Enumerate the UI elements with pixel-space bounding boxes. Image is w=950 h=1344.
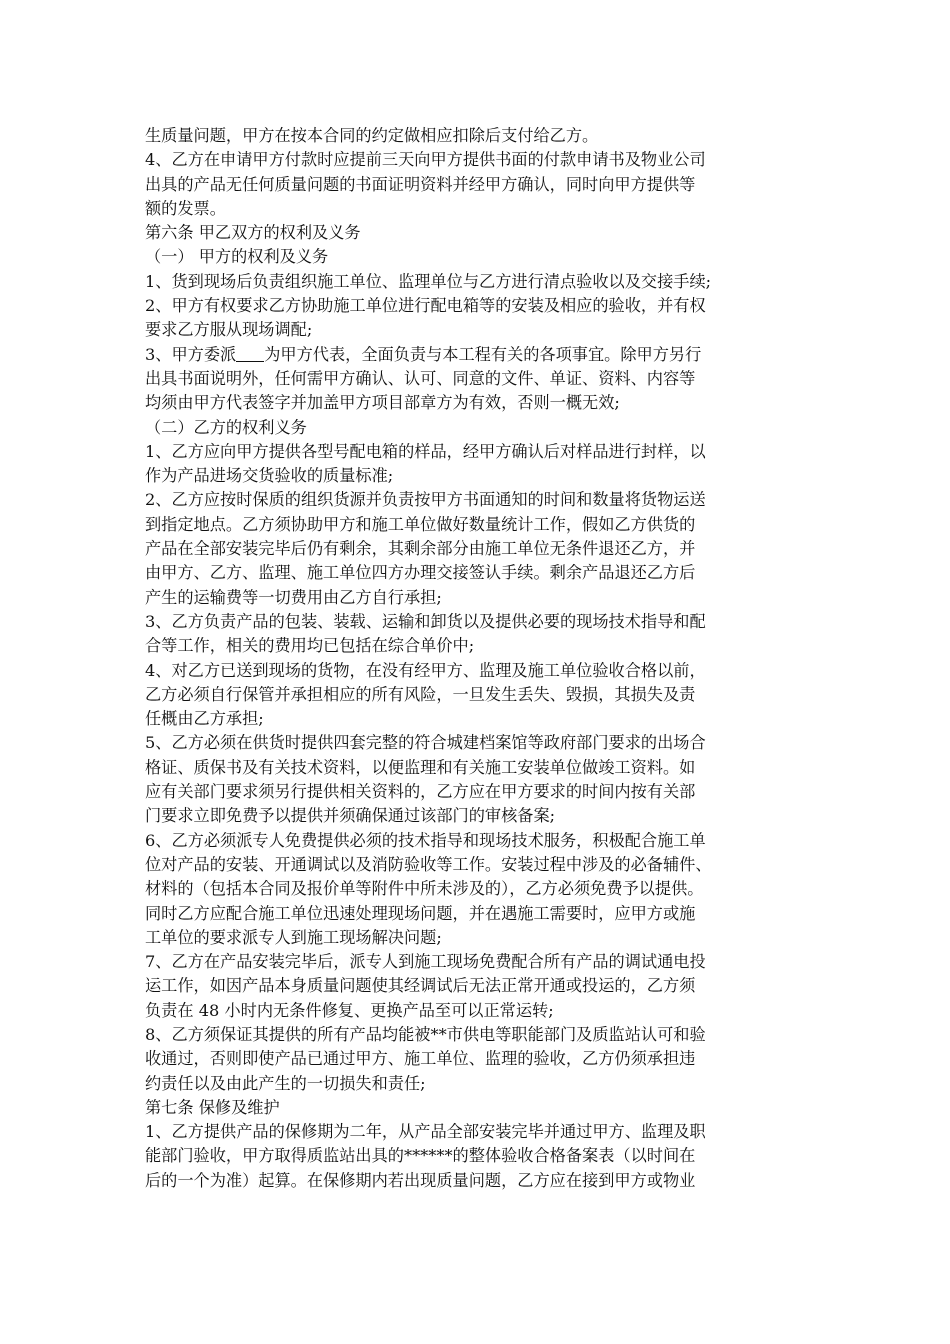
text-line bbox=[145, 343, 815, 367]
text-line: 乙方必须自行保管并承担相应的所有风险，一旦发生丢失、毁损，其损失及责 bbox=[145, 684, 696, 704]
document-page bbox=[145, 124, 815, 1193]
text-line: 额的发票。 bbox=[145, 198, 226, 218]
text-line: 应有关部门要求须另行提供相关资料的，乙方应在甲方要求的时间内按有关部 bbox=[145, 782, 696, 802]
text-line: 生质量问题，甲方在按本合同的约定做相应扣除后支付给乙方。 bbox=[145, 126, 599, 145]
text-line: 运工作，如因产品本身质量问题使其经调试后无法正常开通或投运的，乙方须 bbox=[145, 976, 696, 996]
text-line: 6、乙方必须派专人免费提供必须的技术指导和现场技术服务，积极配合施工单 bbox=[145, 830, 706, 850]
text-line: 约责任以及由此产生的一切损失和责任; bbox=[145, 1073, 426, 1093]
text-line: 能部门验收，甲方取得质监站出具的******的整体验收合格备案表（以时间在 bbox=[145, 1146, 696, 1166]
text-line: 后的一个为准）起算。在保修期内若出现质量问题，乙方应在接到甲方或物业 bbox=[145, 1170, 696, 1190]
text-line: 均须由甲方代表签字并加盖甲方项目部章方为有效，否则一概无效; bbox=[145, 393, 620, 413]
text-line: 5、乙方必须在供货时提供四套完整的符合城建档案馆等政府部门要求的出场合 bbox=[145, 733, 706, 753]
text-line: 作为产品进场交货验收的质量标准; bbox=[145, 466, 394, 486]
text-line: 7、乙方在产品安装完毕后，派专人到施工现场免费配合所有产品的调试通电投 bbox=[145, 952, 706, 972]
text-line: 工单位的要求派专人到施工现场解决问题; bbox=[145, 927, 442, 947]
text-line: 出具书面说明外，任何需甲方确认、认可、同意的文件、单证、资料、内容等 bbox=[145, 368, 696, 388]
text-line: 出具的产品无任何质量问题的书面证明资料并经甲方确认，同时向甲方提供等 bbox=[145, 174, 696, 194]
text-line: 材料的（包括本合同及报价单等附件中所未涉及的），乙方必须免费予以提供。 bbox=[145, 879, 704, 899]
text-line: 2、甲方有权要求乙方协助施工单位进行配电箱等的安装及相应的验收，并有权 bbox=[145, 296, 706, 316]
blank-underline bbox=[236, 345, 264, 362]
text-line: 门要求立即免费予以提供并须确保通过该部门的审核备案; bbox=[145, 806, 556, 826]
text-line: 格证、质保书及有关技术资料，以便监理和有关施工安装单位做竣工资料。如 bbox=[145, 757, 696, 777]
text-segment: 3、甲方委派 bbox=[145, 344, 237, 364]
text-line: 3、乙方负责产品的包装、装载、运输和卸货以及提供必要的现场技术指导和配 bbox=[145, 611, 706, 631]
text-line: 要求乙方服从现场调配; bbox=[145, 320, 313, 340]
text-line: 8、乙方须保证其提供的所有产品均能被**市供电等职能部门及质监站认可和验 bbox=[145, 1024, 706, 1044]
text-line: 4、乙方在申请甲方付款时应提前三天向甲方提供书面的付款申请书及物业公司 bbox=[145, 150, 706, 170]
text-line: 合等工作，相关的费用均已包括在综合单价中; bbox=[145, 636, 475, 656]
text-line: 由甲方、乙方、监理、施工单位四方办理交接签认手续。剩余产品退还乙方后 bbox=[145, 563, 696, 583]
subsection-heading: （二）乙方的权利义务 bbox=[145, 417, 307, 437]
text-line: 任概由乙方承担; bbox=[145, 709, 264, 729]
text-line: 产品在全部安装完毕后仍有剩余，其剩余部分由施工单位无条件退还乙方，并 bbox=[145, 539, 696, 559]
text-line: 负责在 48 小时内无条件修复、更换产品至可以正常运转; bbox=[145, 1000, 554, 1020]
text-line: 1、货到现场后负责组织施工单位、监理单位与乙方进行清点验收以及交接手续; bbox=[145, 271, 712, 291]
text-line: 产生的运输费等一切费用由乙方自行承担; bbox=[145, 587, 442, 607]
text-line: 同时乙方应配合施工单位迅速处理现场问题，并在遇施工需要时，应甲方或施 bbox=[145, 903, 696, 923]
text-line: 2、乙方应按时保质的组织货源并负责按甲方书面通知的时间和数量将货物运送 bbox=[145, 490, 706, 510]
text-line: 1、乙方应向甲方提供各型号配电箱的样品，经甲方确认后对样品进行封样，以 bbox=[145, 441, 706, 461]
section-heading: 第六条 甲乙双方的权利及义务 bbox=[145, 223, 361, 243]
text-line: 到指定地点。乙方须协助甲方和施工单位做好数量统计工作，假如乙方供货的 bbox=[145, 514, 696, 534]
text-segment: 为甲方代表，全面负责与本工程有关的各项事宜。除甲方另行 bbox=[264, 344, 702, 364]
text-line: 1、乙方提供产品的保修期为二年，从产品全部安装完毕并通过甲方、监理及职 bbox=[145, 1122, 706, 1142]
text-line: 4、对乙方已送到现场的货物，在没有经甲方、监理及施工单位验收合格以前， bbox=[145, 660, 706, 680]
text-line: 收通过，否则即使产品已通过甲方、施工单位、监理的验收，乙方仍须承担违 bbox=[145, 1049, 696, 1069]
text-line: 位对产品的安装、开通调试以及消防验收等工作。安装过程中涉及的必备辅件、 bbox=[145, 854, 712, 874]
subsection-heading: （一） 甲方的权利及义务 bbox=[145, 247, 329, 267]
section-heading: 第七条 保修及维护 bbox=[145, 1097, 280, 1117]
